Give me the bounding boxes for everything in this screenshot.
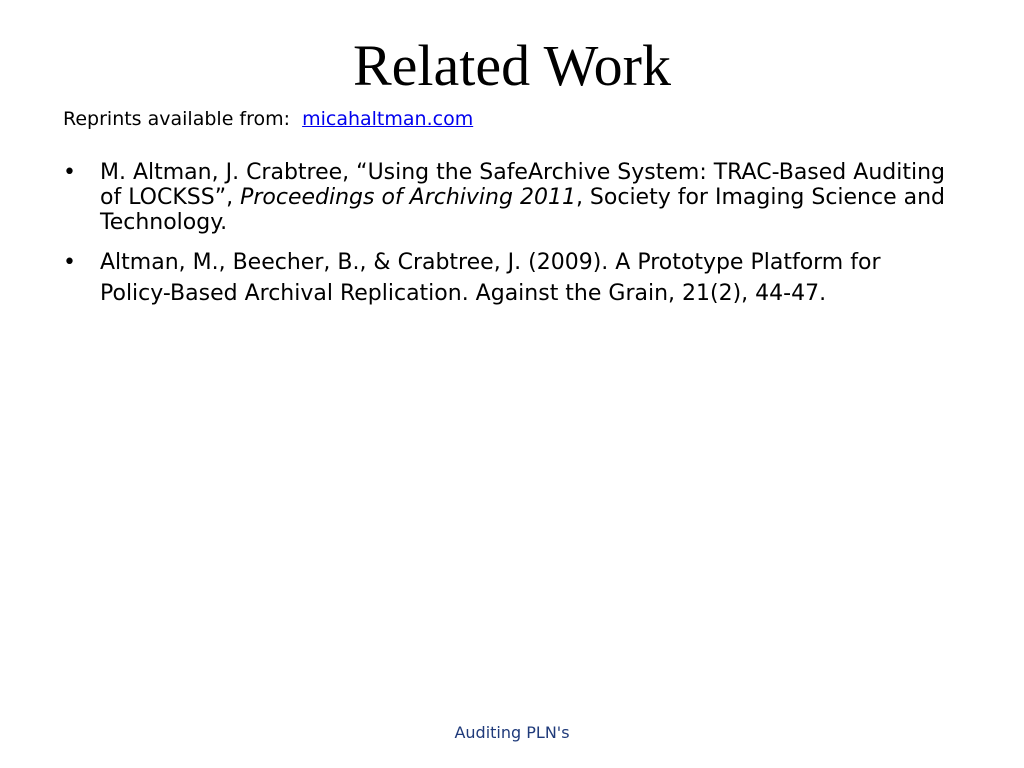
reference-item-1 [63, 160, 953, 235]
bullet-icon: • [63, 250, 76, 275]
reprints-link[interactable]: micahaltman.com [302, 108, 474, 130]
reference-1-text: M. Altman, J. Crabtree, “Using the SafeArchive System: TRAC-Based Auditing of LOCKSS”, [100, 160, 945, 210]
slide-footer: Auditing PLN's [454, 723, 570, 742]
reference-1-proceedings: Proceedings of Archiving 2011 [240, 185, 576, 210]
reprints-line [63, 106, 473, 132]
reference-item-2 [63, 247, 953, 309]
reference-list [63, 160, 953, 321]
reference-2-text: Altman, M., Beecher, B., & Crabtree, J. (2009). A Prototype Platform for Policy-Based Archival Replication. Against the Grain, 21(2), 44-47. [100, 250, 881, 306]
reference-1-publisher: , Society for Imaging Science and Technology. [100, 185, 946, 235]
bullet-icon: • [63, 160, 76, 185]
reprints-label: Reprints available from: [63, 108, 291, 130]
slide-title: Related Work [352, 33, 671, 98]
